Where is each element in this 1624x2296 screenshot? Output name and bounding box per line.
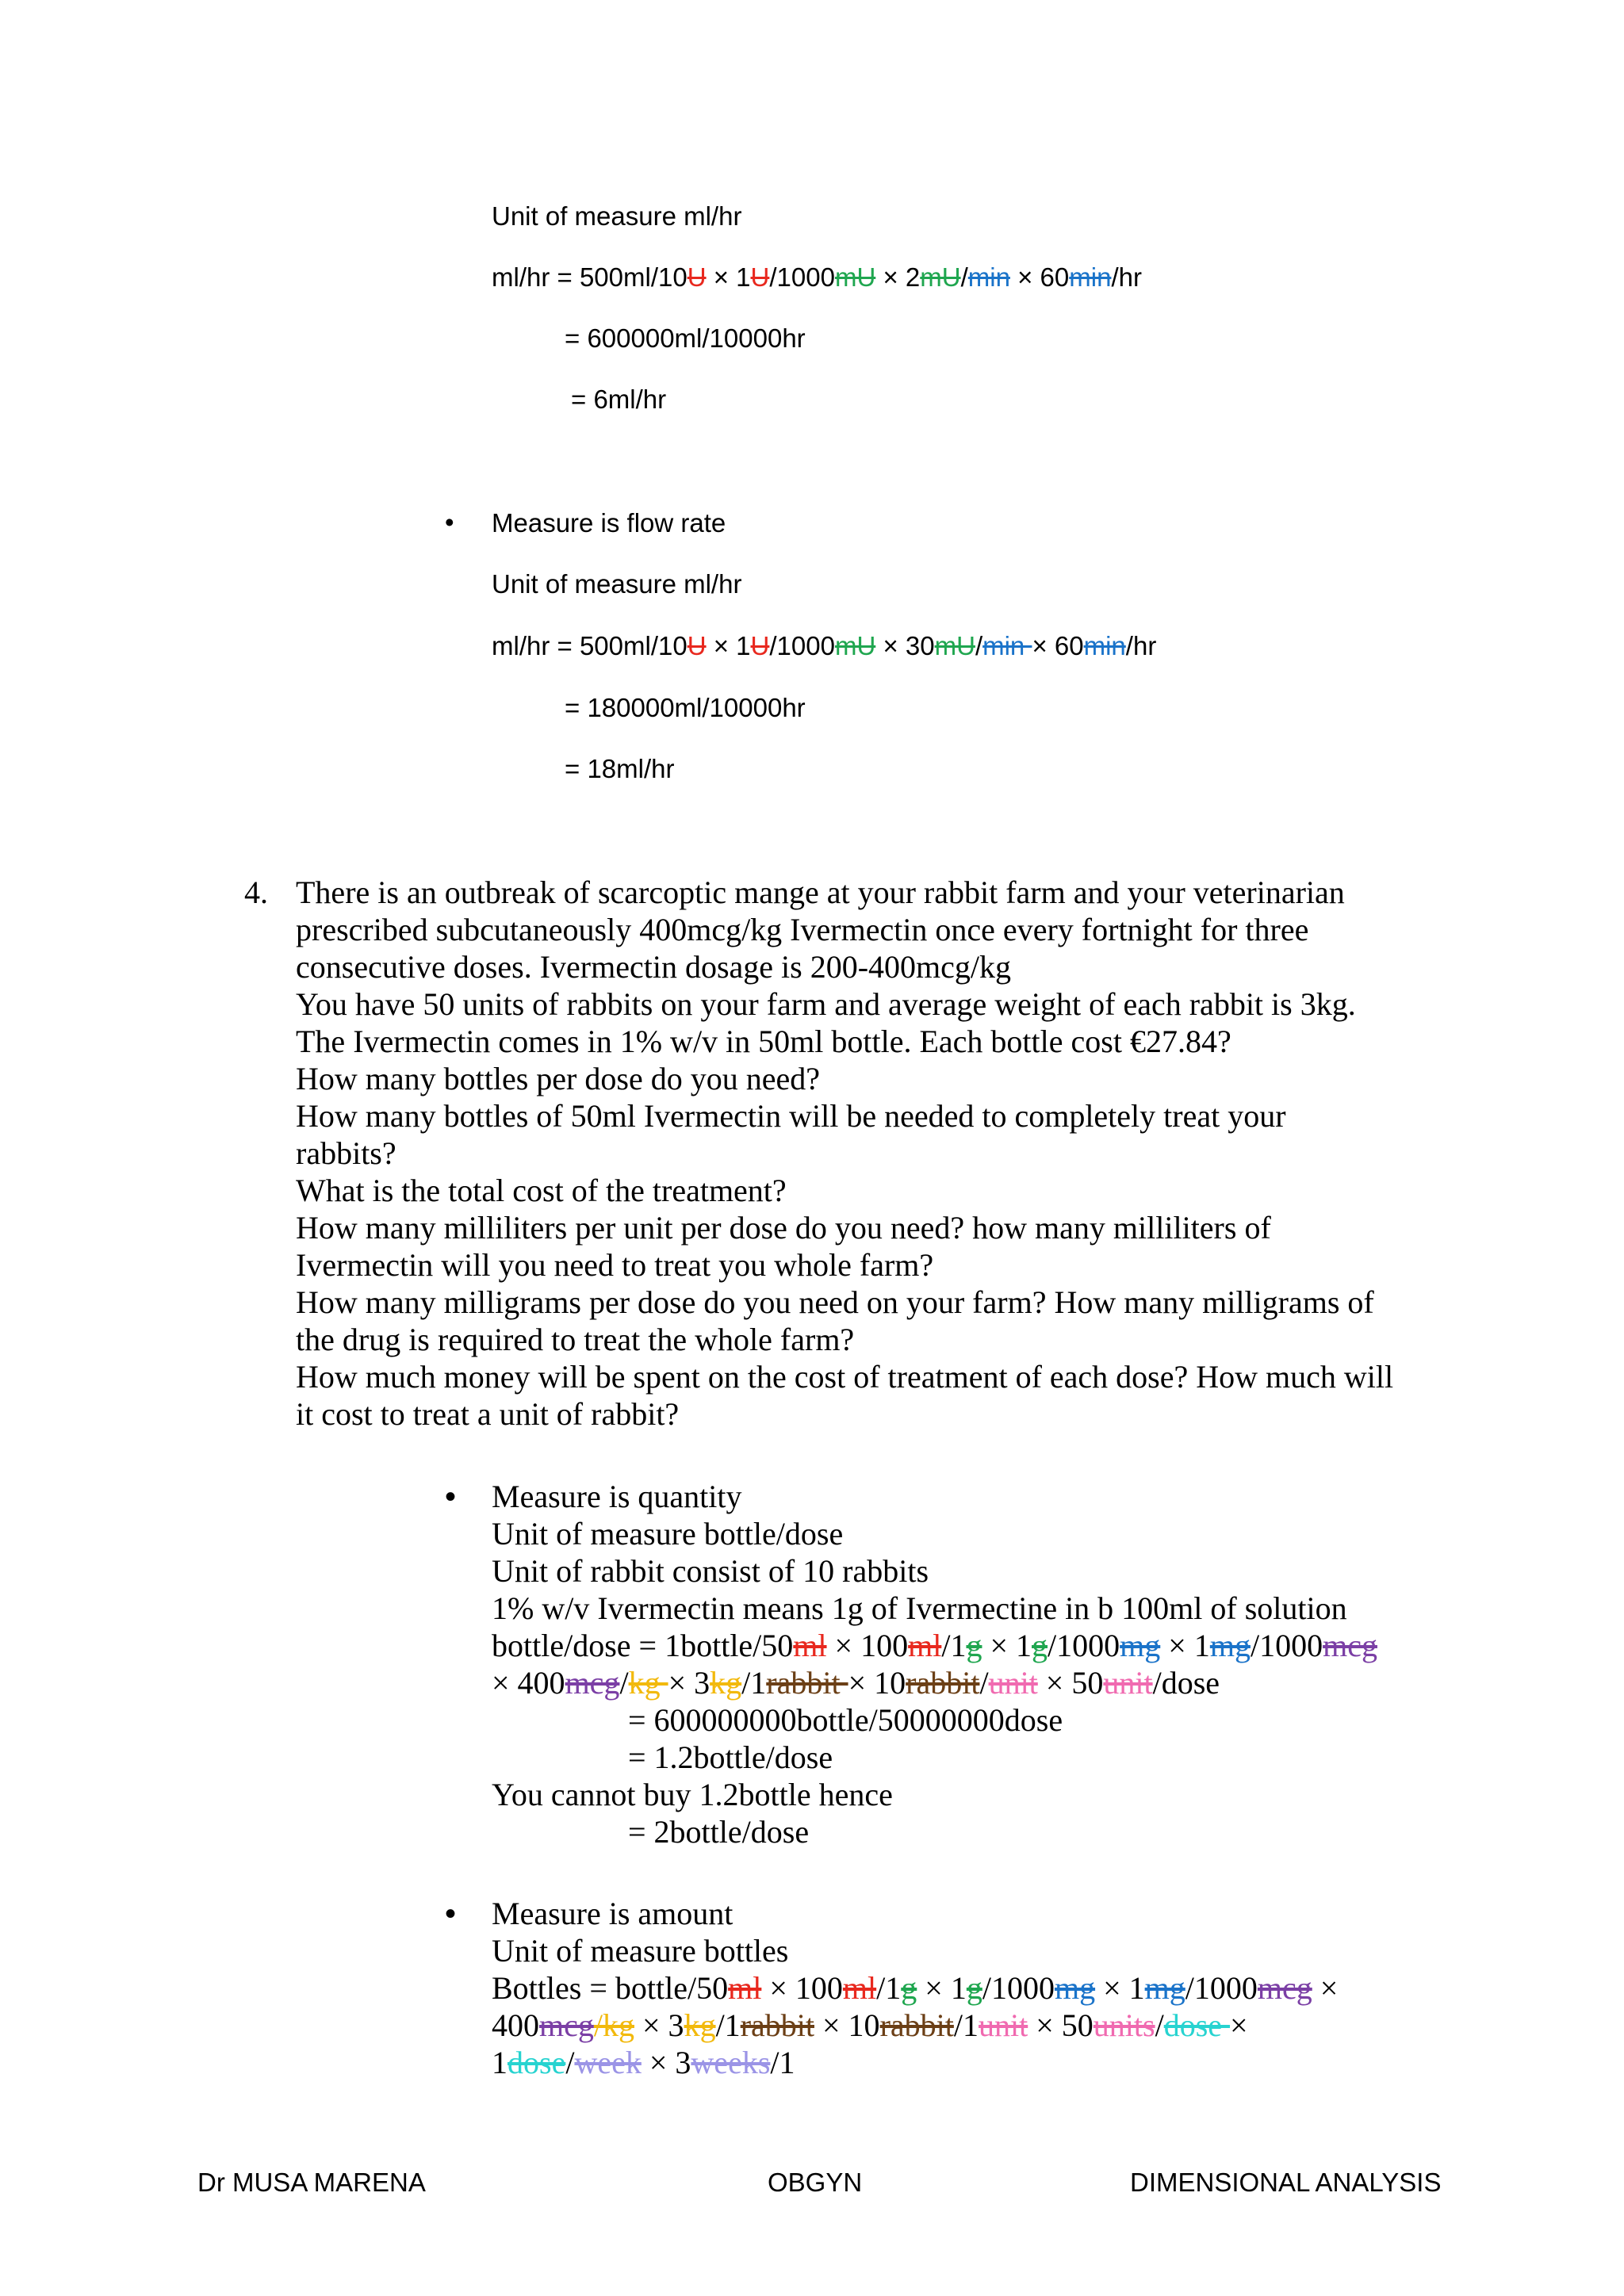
question-line: You have 50 units of rabbits on your farm and average weight of each rabbit is 3kg. <box>296 986 1356 1022</box>
equation-line: × 400mcg/kg × 3kg/1rabbit × 10rabbit/unit × 50unit/dose <box>492 1665 1220 1701</box>
footer-author: Dr MUSA MARENA <box>197 2168 426 2197</box>
question-line: rabbits? <box>296 1135 396 1171</box>
calculation-step: = 600000ml/10000hr <box>565 323 806 353</box>
equation-line: 1dose/week × 3weeks/1 <box>492 2045 795 2080</box>
question-line: How many bottles of 50ml Ivermectin will be needed to completely treat your <box>296 1098 1286 1134</box>
question-line: Ivermectin will you need to treat you whole farm? <box>296 1247 934 1283</box>
calculation-step: = 180000ml/10000hr <box>565 693 806 722</box>
unit-of-measure-line: Unit of measure ml/hr <box>492 569 742 599</box>
equation-line: 400mcg/kg × 3kg/1rabbit × 10rabbit/1unit × 50units/dose × <box>492 2007 1248 2043</box>
question-line: How much money will be spent on the cost of treatment of each dose? How much will <box>296 1359 1394 1395</box>
bullet-icon: • <box>445 1896 457 1931</box>
question-line: the drug is required to treat the whole farm? <box>296 1322 855 1357</box>
footer-topic: DIMENSIONAL ANALYSIS <box>1130 2168 1442 2197</box>
bullet-icon: • <box>445 1479 457 1514</box>
bullet-icon: • <box>445 507 454 537</box>
question-line: There is an outbreak of scarcoptic mange at your rabbit farm and your veterinarian <box>296 874 1345 910</box>
question-line: it cost to treat a unit of rabbit? <box>296 1396 680 1432</box>
equation-line: ml/hr = 500ml/10U × 1U/1000mU × 30mU/min × 60min/hr <box>492 631 1157 660</box>
calculation-result: = 1.2bottle/dose <box>628 1739 833 1775</box>
measure-label: Measure is flow rate <box>492 508 726 538</box>
question-line: How many milligrams per dose do you need on your farm? How many milligrams of <box>296 1284 1374 1320</box>
calculation-result: = 18ml/hr <box>565 754 675 783</box>
rabbit-unit-line: Unit of rabbit consist of 10 rabbits <box>492 1553 929 1589</box>
equation-line: ml/hr = 500ml/10U × 1U/1000mU × 2mU/min × 60min/hr <box>492 262 1142 292</box>
concentration-line: 1% w/v Ivermectin means 1g of Ivermectine in b 100ml of solution <box>492 1590 1347 1626</box>
question-number: 4. <box>244 874 268 910</box>
question-line: How many bottles per dose do you need? <box>296 1061 820 1096</box>
calculation-result: = 2bottle/dose <box>628 1814 810 1850</box>
calculation-result: = 6ml/hr <box>571 385 667 414</box>
question-line: prescribed subcutaneously 400mcg/kg Ivermectin once every fortnight for three <box>296 912 1309 947</box>
equation-line: bottle/dose = 1bottle/50ml × 100ml/1g × 1g/1000mg × 1mg/1000mcg <box>492 1628 1377 1663</box>
unit-of-measure-line: Unit of measure bottle/dose <box>492 1516 844 1552</box>
question-line: The Ivermectin comes in 1% w/v in 50ml bottle. Each bottle cost €27.84? <box>296 1024 1231 1059</box>
question-line: How many milliliters per unit per dose do you need? how many milliliters of <box>296 1210 1271 1246</box>
note-line: You cannot buy 1.2bottle hence <box>492 1777 893 1812</box>
measure-label: Measure is amount <box>492 1896 733 1931</box>
question-line: consecutive doses. Ivermectin dosage is 200-400mcg/kg <box>296 949 1011 985</box>
calculation-step: = 600000000bottle/50000000dose <box>628 1702 1063 1738</box>
footer-department: OBGYN <box>768 2168 863 2197</box>
equation-line: Bottles = bottle/50ml × 100ml/1g × 1g/1000mg × 1mg/1000mcg × <box>492 1970 1339 2006</box>
unit-of-measure-line: Unit of measure ml/hr <box>492 201 742 231</box>
unit-of-measure-line: Unit of measure bottles <box>492 1933 789 1969</box>
measure-label: Measure is quantity <box>492 1479 742 1514</box>
question-line: What is the total cost of the treatment? <box>296 1173 787 1208</box>
